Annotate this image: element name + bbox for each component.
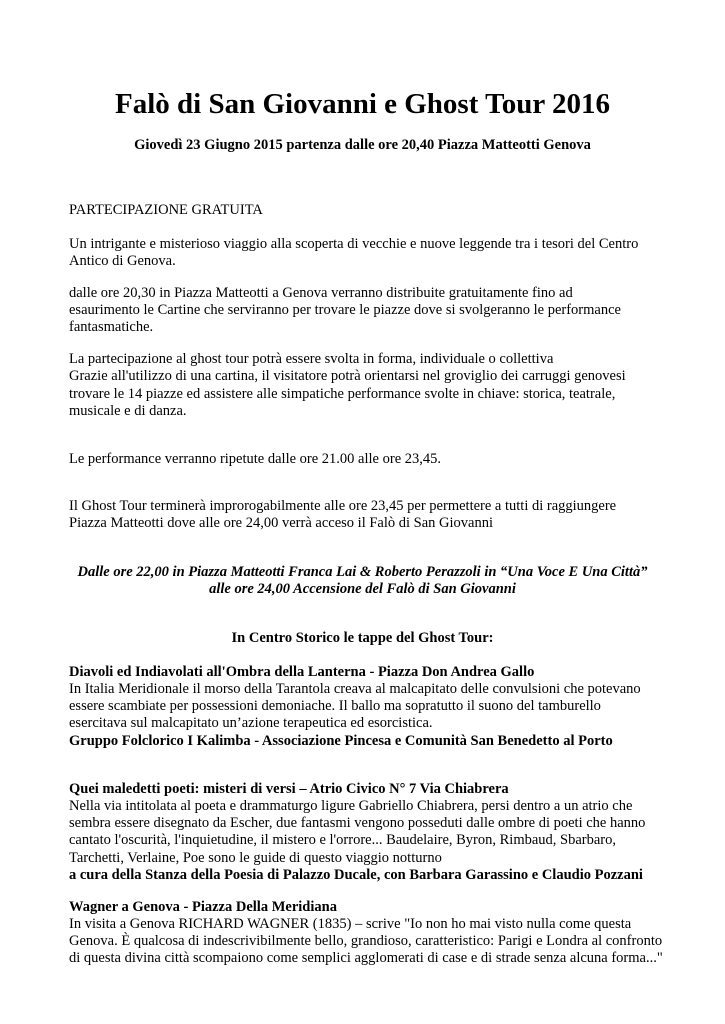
stage-text-line: Tarchetti, Verlaine, Poe sono le guide di questo viaggio notturno xyxy=(69,850,442,866)
stage-text-line: esercitava sul malcapitato un’azione terapeutica ed esorcistica. xyxy=(69,715,433,731)
stage-text-line: In Italia Meridionale il morso della Tarantola creava al malcapitato delle convulsioni che potevano xyxy=(69,681,641,697)
participation-line: trovare le 14 piazze ed assistere alle simpatiche performance svolte in chiave: storica, teatrale, xyxy=(69,386,616,402)
stage-text-line: sembra essere disegnato da Escher, due fantasmi vengono posseduti dalle ombre di poeti che hanno xyxy=(69,815,646,831)
stage-credit: Gruppo Folclorico I Kalimba - Associazione Pincesa e Comunità San Benedetto al Porto xyxy=(69,733,613,749)
stage-text-line: essere scambiate per possessioni demoniache. Il ballo ma sopratutto il suono del tamburello xyxy=(69,698,601,714)
stage-credit: a cura della Stanza della Poesia di Palazzo Ducale, con Barbara Garassino e Claudio Pozzani xyxy=(69,867,643,883)
participation-line: Grazie all'utilizzo di una cartina, il visitatore potrà orientarsi nel groviglio dei carruggi genovesi xyxy=(69,368,626,384)
document-title: Falò di San Giovanni e Ghost Tour 2016 xyxy=(114,88,611,120)
stage-text-line: di questa divina città scompaiono come semplici agglomerati di case e di strade senza alcuna forma..." xyxy=(69,950,663,966)
participation-notice: PARTECIPAZIONE GRATUITA xyxy=(69,202,263,218)
performances-line: Le performance verranno ripetute dalle ore 21.00 alle ore 23,45. xyxy=(69,451,442,467)
participation-line: musicale e di danza. xyxy=(69,403,187,419)
ending-line: Il Ghost Tour terminerà improrogabilmente alle ore 23,45 per permettere a tutti di raggiungere xyxy=(69,498,617,514)
stage-title: Quei maledetti poeti: misteri di versi – Atrio Civico N° 7 Via Chiabrera xyxy=(69,781,509,797)
stage-title: Diavoli ed Indiavolati all'Ombra della Lanterna - Piazza Don Andrea Gallo xyxy=(69,664,535,680)
intro-line: Antico di Genova. xyxy=(69,253,176,269)
highlight-line: Dalle ore 22,00 in Piazza Matteotti Franca Lai & Roberto Perazzoli in “Una Voce E Una Città” xyxy=(77,564,648,580)
stage-title: Wagner a Genova - Piazza Della Meridiana xyxy=(69,899,337,915)
stage-text-line: cantato l'oscurità, l'inquietudine, il mistero e l'orrore... Baudelaire, Byron, Rimbaud, Sbarbaro, xyxy=(69,832,617,848)
maps-line: dalle ore 20,30 in Piazza Matteotti a Genova verranno distribuite gratuitamente fino ad xyxy=(69,285,573,301)
stage-text-line: Nella via intitolata al poeta e drammaturgo ligure Gabriello Chiabrera, persi dentro a un atrio che xyxy=(69,798,633,814)
intro-line: Un intrigante e misterioso viaggio alla scoperta di vecchie e nuove leggende tra i tesori del Centro xyxy=(69,236,639,252)
stage-text-line: Genova. È qualcosa di indescrivibilmente bello, grandioso, caratteristico: Parigi e Londra al confronto xyxy=(69,933,663,949)
ending-line: Piazza Matteotti dove alle ore 24,00 verrà acceso il Falò di San Giovanni xyxy=(69,515,493,531)
maps-line: esaurimento le Cartine che serviranno per trovare le piazze dove si svolgeranno le performance xyxy=(69,302,621,318)
highlight-line: alle ore 24,00 Accensione del Falò di San Giovanni xyxy=(209,581,516,597)
event-date-line: Giovedì 23 Giugno 2015 partenza dalle ore 20,40 Piazza Matteotti Genova xyxy=(134,137,591,153)
stages-heading: In Centro Storico le tappe del Ghost Tour: xyxy=(231,630,494,646)
maps-line: fantasmatiche. xyxy=(69,319,154,335)
participation-line: La partecipazione al ghost tour potrà essere svolta in forma, individuale o collettiva xyxy=(69,351,554,367)
stage-text-line: In visita a Genova RICHARD WAGNER (1835) – scrive "Io non ho mai visto nulla come questa xyxy=(69,916,632,932)
